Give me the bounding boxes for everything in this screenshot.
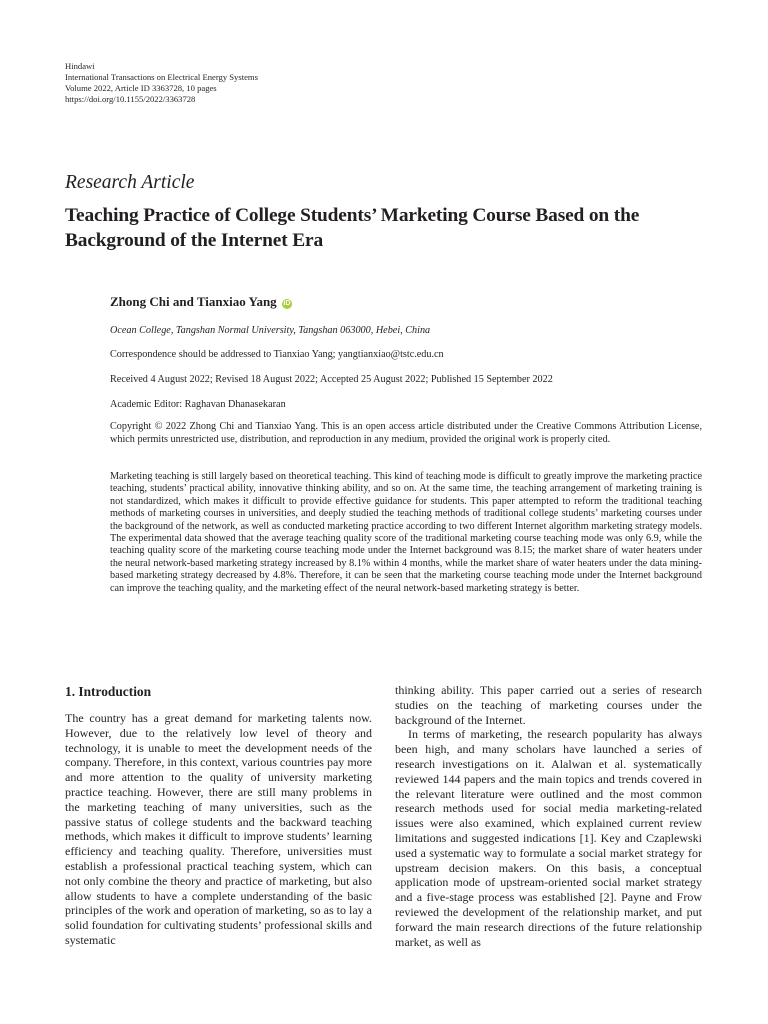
academic-editor: Academic Editor: Raghavan Dhanasekaran (110, 399, 286, 410)
publication-dates: Received 4 August 2022; Revised 18 August 2022; Accepted 25 August 2022; Published 15 September 2022 (110, 374, 553, 385)
copyright-notice: Copyright © 2022 Zhong Chi and Tianxiao Yang. This is an open access article distributed under the Creative Commons Attribution License, which permits unrestricted use, distribution, and reproduction in any medium, provided the original work is properly cited. (110, 421, 702, 445)
section-heading: 1. Introduction (65, 684, 152, 699)
body-paragraph: thinking ability. This paper carried out a series of research studies on the teaching of marketing courses under the background of the Internet. (395, 683, 702, 727)
abstract: Marketing teaching is still largely based on theoretical teaching. This kind of teaching mode is difficult to greatly improve the marketing practice teaching, students’ practical ability, innovative thinking ability, and so on. At the same time, the teaching arrangement of marketing training is not standardized, which makes it difficult to provide effective guidance for students. This paper attempted to reform the traditional teaching methods of marketing courses in universities, and deeply studied the teaching methods of traditional college students’ marketing courses under the background of the network, as well as conducted marketing practice according to two different Internet algorithm marketing strategy models. The experimental data showed that the average teaching quality score of the traditional marketing course teaching mode was only 6.9, while the teaching quality score of the marketing course teaching mode under the Internet background was 8.15; the market share of water heaters under the neural network-based marketing strategy increased by 8.1% within 4 months, while the market share of water heaters under the data mining-based marketing strategy decreased by 4.8%. Therefore, it can be seen that the marketing course teaching mode under the Internet background can improve the teaching quality, and the marketing effect of the neural network-based marketing strategy is better. (110, 471, 702, 594)
left-column (65, 683, 372, 948)
authors: Zhong Chi and Tianxiao Yang (110, 294, 277, 309)
journal-volume: Volume 2022, Article ID 3363728, 10 pages (65, 83, 217, 93)
author-line (110, 294, 292, 310)
journal-header (65, 61, 258, 105)
right-column (395, 683, 702, 949)
correspondence: Correspondence should be addressed to Tianxiao Yang; yangtianxiao@tstc.edu.cn (110, 349, 444, 360)
affiliation: Ocean College, Tangshan Normal University, Tangshan 063000, Hebei, China (110, 325, 431, 336)
publisher-name: Hindawi (65, 61, 95, 71)
article-type: Research Article (65, 172, 195, 193)
body-paragraph: The country has a great demand for marketing talents now. However, due to the relatively low level of theory and technology, it is unable to meet the development needs of the company. Therefore, in this context, various countries pay more and more attention to the quality of university marketing practice teaching. However, there are still many problems in the marketing teaching of many universities, such as the passive status of college students and the backward teaching methods, which makes it difficult to improve students’ learning efficiency and teaching quality. Therefore, universities must establish a professional practical teaching system, which can not only combine the theory and practice of marketing, but also allow students to have a complete understanding of the basic principles of the work and operation of marketing, so as to lay a solid foundation for cultivating students’ professional skills and systematic (65, 711, 372, 947)
article-title: Teaching Practice of College Students’ Marketing Course Based on the Background of the Internet Era (65, 205, 640, 251)
journal-name: International Transactions on Electrical Energy Systems (65, 72, 258, 82)
journal-doi[interactable]: https://doi.org/10.1155/2022/3363728 (65, 94, 196, 104)
orcid-icon[interactable]: iD (283, 300, 291, 307)
body-paragraph: In terms of marketing, the research popularity has always been high, and many scholars have launched a series of research investigations on it. Alalwan et al. systematically reviewed 144 papers and the main topics and trends covered in the relevant literature were outlined and the most common research methods used for social media marketing-related issues were also examined, which explained current review limitations and suggested indications [1]. Key and Czaplewski used a systematic way to formulate a social market strategy for upstream decision makers. On this basis, a conceptual application mode of upstream-oriented social market strategy and a five-stage process was established [2]. Payne and Frow reviewed the development of the relationship market, and put forward the main research directions of the future relationship market, as well as (395, 727, 702, 949)
